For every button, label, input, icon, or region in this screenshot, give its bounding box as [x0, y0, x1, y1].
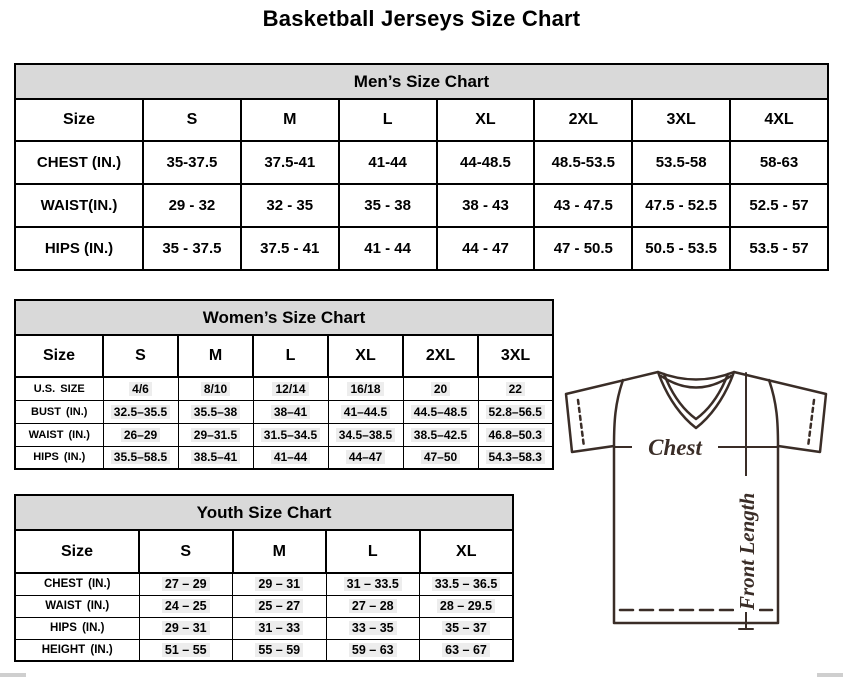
measurement-value-cell: 55 – 59	[233, 639, 327, 661]
measurement-value-cell: 46.8–50.3	[478, 423, 553, 446]
size-column-header-cell: 2XL	[534, 99, 632, 141]
measurement-value-cell: 29–31.5	[178, 423, 253, 446]
youth-size-table	[14, 529, 514, 662]
scrollbar-fragment-left[interactable]	[0, 673, 26, 677]
mens-size-chart-section	[14, 63, 829, 271]
measurement-value-cell: 22	[478, 377, 553, 400]
measurement-value-cell: 50.5 - 53.5	[632, 227, 730, 270]
measurement-value-cell: 47 - 50.5	[534, 227, 632, 270]
measurement-value-cell: 35.5–58.5	[103, 446, 178, 469]
size-column-header-cell: 2XL	[403, 335, 478, 377]
measurement-row	[15, 184, 828, 227]
measurement-value-cell: 53.5 - 57	[730, 227, 828, 270]
size-column-header-cell: 3XL	[478, 335, 553, 377]
size-header-row	[15, 99, 828, 141]
measurement-value-cell: 28 – 29.5	[420, 595, 514, 617]
measurement-value-cell: 41-44	[339, 141, 437, 184]
measurement-value-cell: 27 – 28	[326, 595, 420, 617]
measurement-value-cell: 24 – 25	[139, 595, 233, 617]
measurement-value-cell: 8/10	[178, 377, 253, 400]
measurement-value-cell: 16/18	[328, 377, 403, 400]
measurement-value-cell: 26–29	[103, 423, 178, 446]
measurement-value-cell: 29 – 31	[233, 573, 327, 595]
measurement-value-cell: 59 – 63	[326, 639, 420, 661]
measurement-value-cell: 44-48.5	[437, 141, 535, 184]
measurement-value-cell: 53.5-58	[632, 141, 730, 184]
measurement-value-cell: 41–44.5	[328, 400, 403, 423]
measurement-value-cell: 54.3–58.3	[478, 446, 553, 469]
womens-chart-title: Women’s Size Chart	[14, 299, 554, 336]
size-label-header-cell: Size	[15, 99, 143, 141]
measurement-row	[15, 423, 553, 446]
size-column-header-cell: M	[233, 530, 327, 573]
measurement-row-label: BUST (IN.)	[15, 400, 103, 423]
size-column-header-cell: M	[241, 99, 339, 141]
measurement-value-cell: 34.5–38.5	[328, 423, 403, 446]
size-column-header-cell: M	[178, 335, 253, 377]
measurement-value-cell: 51 – 55	[139, 639, 233, 661]
measurement-value-cell: 35.5–38	[178, 400, 253, 423]
jersey-measurement-diagram	[556, 358, 843, 670]
measurement-value-cell: 41–44	[253, 446, 328, 469]
measurement-row	[15, 617, 513, 639]
measurement-value-cell: 35 - 37.5	[143, 227, 241, 270]
measurement-value-cell: 20	[403, 377, 478, 400]
measurement-value-cell: 29 - 32	[143, 184, 241, 227]
measurement-row	[15, 446, 553, 469]
measurement-row	[15, 595, 513, 617]
measurement-value-cell: 25 – 27	[233, 595, 327, 617]
measurement-row	[15, 141, 828, 184]
measurement-value-cell: 44.5–48.5	[403, 400, 478, 423]
measurement-value-cell: 52.5 - 57	[730, 184, 828, 227]
measurement-value-cell: 58-63	[730, 141, 828, 184]
jersey-outline	[566, 372, 826, 623]
measurement-value-cell: 37.5-41	[241, 141, 339, 184]
measurement-value-cell: 38.5–41	[178, 446, 253, 469]
measurement-row-label: HIPS (IN.)	[15, 617, 139, 639]
size-column-header-cell: S	[103, 335, 178, 377]
chest-label: Chest	[648, 435, 702, 460]
measurement-value-cell: 63 – 67	[420, 639, 514, 661]
measurement-value-cell: 44–47	[328, 446, 403, 469]
size-column-header-cell: 4XL	[730, 99, 828, 141]
size-column-header-cell: XL	[328, 335, 403, 377]
size-label-header-cell: Size	[15, 530, 139, 573]
size-label-header-cell: Size	[15, 335, 103, 377]
measurement-value-cell: 27 – 29	[139, 573, 233, 595]
measurement-row	[15, 227, 828, 270]
measurement-row-label: CHEST (IN.)	[15, 141, 143, 184]
womens-size-table	[14, 334, 554, 470]
size-column-header-cell: 3XL	[632, 99, 730, 141]
measurement-value-cell: 12/14	[253, 377, 328, 400]
mens-chart-title: Men’s Size Chart	[14, 63, 829, 100]
measurement-value-cell: 32.5–35.5	[103, 400, 178, 423]
front-length-label: Front Length	[735, 492, 759, 610]
size-header-row	[15, 530, 513, 573]
youth-size-chart-section	[14, 494, 514, 662]
measurement-value-cell: 37.5 - 41	[241, 227, 339, 270]
measurement-value-cell: 32 - 35	[241, 184, 339, 227]
measurement-row-label: HIPS (IN.)	[15, 446, 103, 469]
measurement-value-cell: 35 - 38	[339, 184, 437, 227]
size-column-header-cell: S	[139, 530, 233, 573]
measurement-value-cell: 31.5–34.5	[253, 423, 328, 446]
measurement-value-cell: 38 - 43	[437, 184, 535, 227]
page-title: Basketball Jerseys Size Chart	[262, 6, 581, 31]
measurement-value-cell: 38–41	[253, 400, 328, 423]
measurement-row-label: WAIST(IN.)	[15, 184, 143, 227]
measurement-row	[15, 639, 513, 661]
measurement-value-cell: 31 – 33	[233, 617, 327, 639]
measurement-value-cell: 35-37.5	[143, 141, 241, 184]
measurement-row	[15, 400, 553, 423]
measurement-value-cell: 47.5 - 52.5	[632, 184, 730, 227]
size-header-row	[15, 335, 553, 377]
size-column-header-cell: XL	[420, 530, 514, 573]
youth-chart-title: Youth Size Chart	[14, 494, 514, 531]
measurement-value-cell: 33 – 35	[326, 617, 420, 639]
measurement-row-label: WAIST (IN.)	[15, 595, 139, 617]
measurement-value-cell: 43 - 47.5	[534, 184, 632, 227]
measurement-row-label: CHEST (IN.)	[15, 573, 139, 595]
size-column-header-cell: XL	[437, 99, 535, 141]
measurement-value-cell: 35 – 37	[420, 617, 514, 639]
measurement-value-cell: 31 – 33.5	[326, 573, 420, 595]
measurement-row-label: WAIST (IN.)	[15, 423, 103, 446]
mens-size-table	[14, 98, 829, 271]
measurement-value-cell: 52.8–56.5	[478, 400, 553, 423]
measurement-value-cell: 47–50	[403, 446, 478, 469]
size-column-header-cell: L	[326, 530, 420, 573]
measurement-value-cell: 4/6	[103, 377, 178, 400]
size-column-header-cell: L	[339, 99, 437, 141]
measurement-value-cell: 41 - 44	[339, 227, 437, 270]
measurement-row	[15, 377, 553, 400]
size-column-header-cell: S	[143, 99, 241, 141]
womens-size-chart-section	[14, 299, 554, 470]
measurement-value-cell: 48.5-53.5	[534, 141, 632, 184]
scrollbar-fragment-right[interactable]	[817, 673, 843, 677]
measurement-value-cell: 33.5 – 36.5	[420, 573, 514, 595]
measurement-row	[15, 573, 513, 595]
measurement-value-cell: 29 – 31	[139, 617, 233, 639]
size-column-header-cell: L	[253, 335, 328, 377]
measurement-value-cell: 38.5–42.5	[403, 423, 478, 446]
measurement-row-label: U.S. SIZE	[15, 377, 103, 400]
measurement-row-label: HIPS (IN.)	[15, 227, 143, 270]
measurement-value-cell: 44 - 47	[437, 227, 535, 270]
measurement-row-label: HEIGHT (IN.)	[15, 639, 139, 661]
